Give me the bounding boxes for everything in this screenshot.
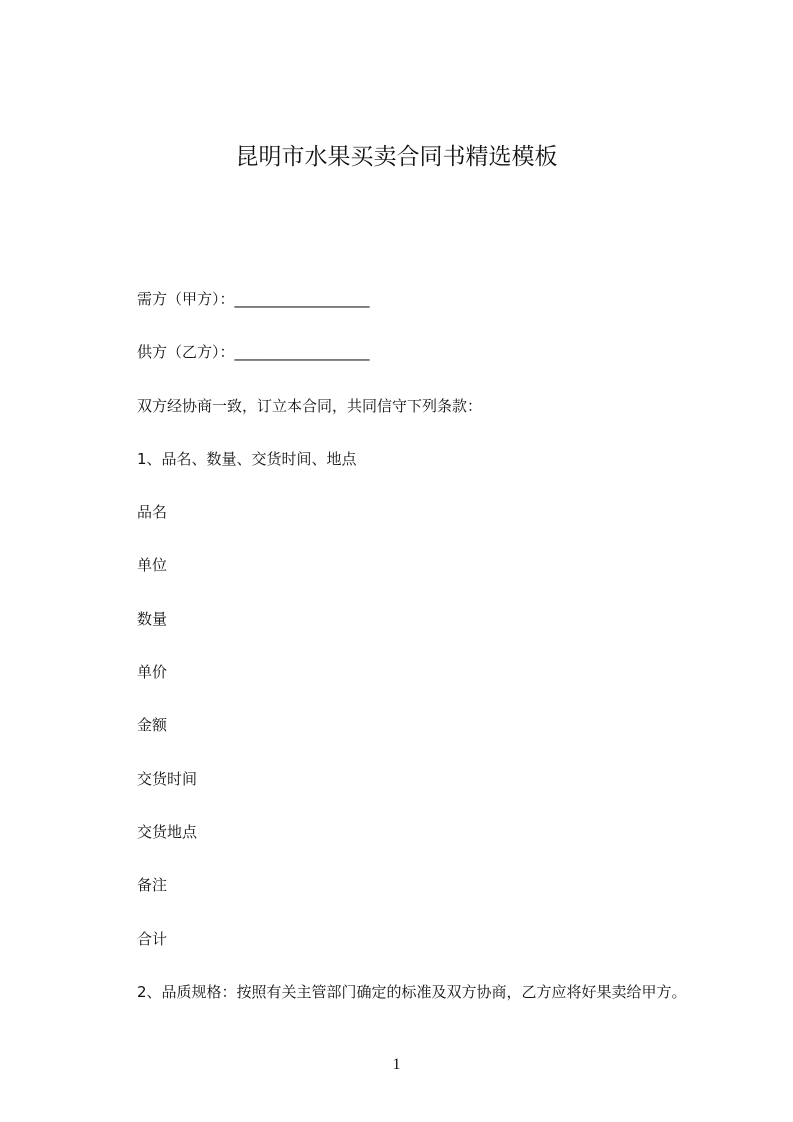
seller-party-line: 供方（乙方）：__________________ [137, 343, 370, 362]
field-remarks: 备注 [137, 876, 168, 895]
buyer-party-line: 需方（甲方）：__________________ [137, 290, 370, 308]
field-total: 合计 [137, 929, 168, 948]
field-product-name: 品名 [137, 503, 168, 522]
page-number: 1 [392, 1056, 401, 1073]
field-unit-price: 单价 [137, 663, 168, 682]
document-body [137, 273, 757, 1019]
field-delivery-time: 交货时间 [137, 769, 198, 788]
clause-2-quality-spec: 2、品质规格：按照有关主管部门确定的标准及双方协商，乙方应将好果卖给甲方。 [137, 982, 687, 1001]
field-amount: 金额 [137, 716, 168, 735]
clause-1-heading: 1、品名、数量、交货时间、地点 [137, 449, 357, 468]
agreement-intro-line: 双方经协商一致，订立本合同，共同信守下列条款： [137, 396, 483, 415]
field-quantity: 数量 [137, 609, 168, 628]
document-title: 昆明市水果买卖合同书精选模板 [235, 144, 558, 170]
field-delivery-place: 交货地点 [137, 822, 198, 841]
field-unit: 单位 [137, 556, 168, 575]
